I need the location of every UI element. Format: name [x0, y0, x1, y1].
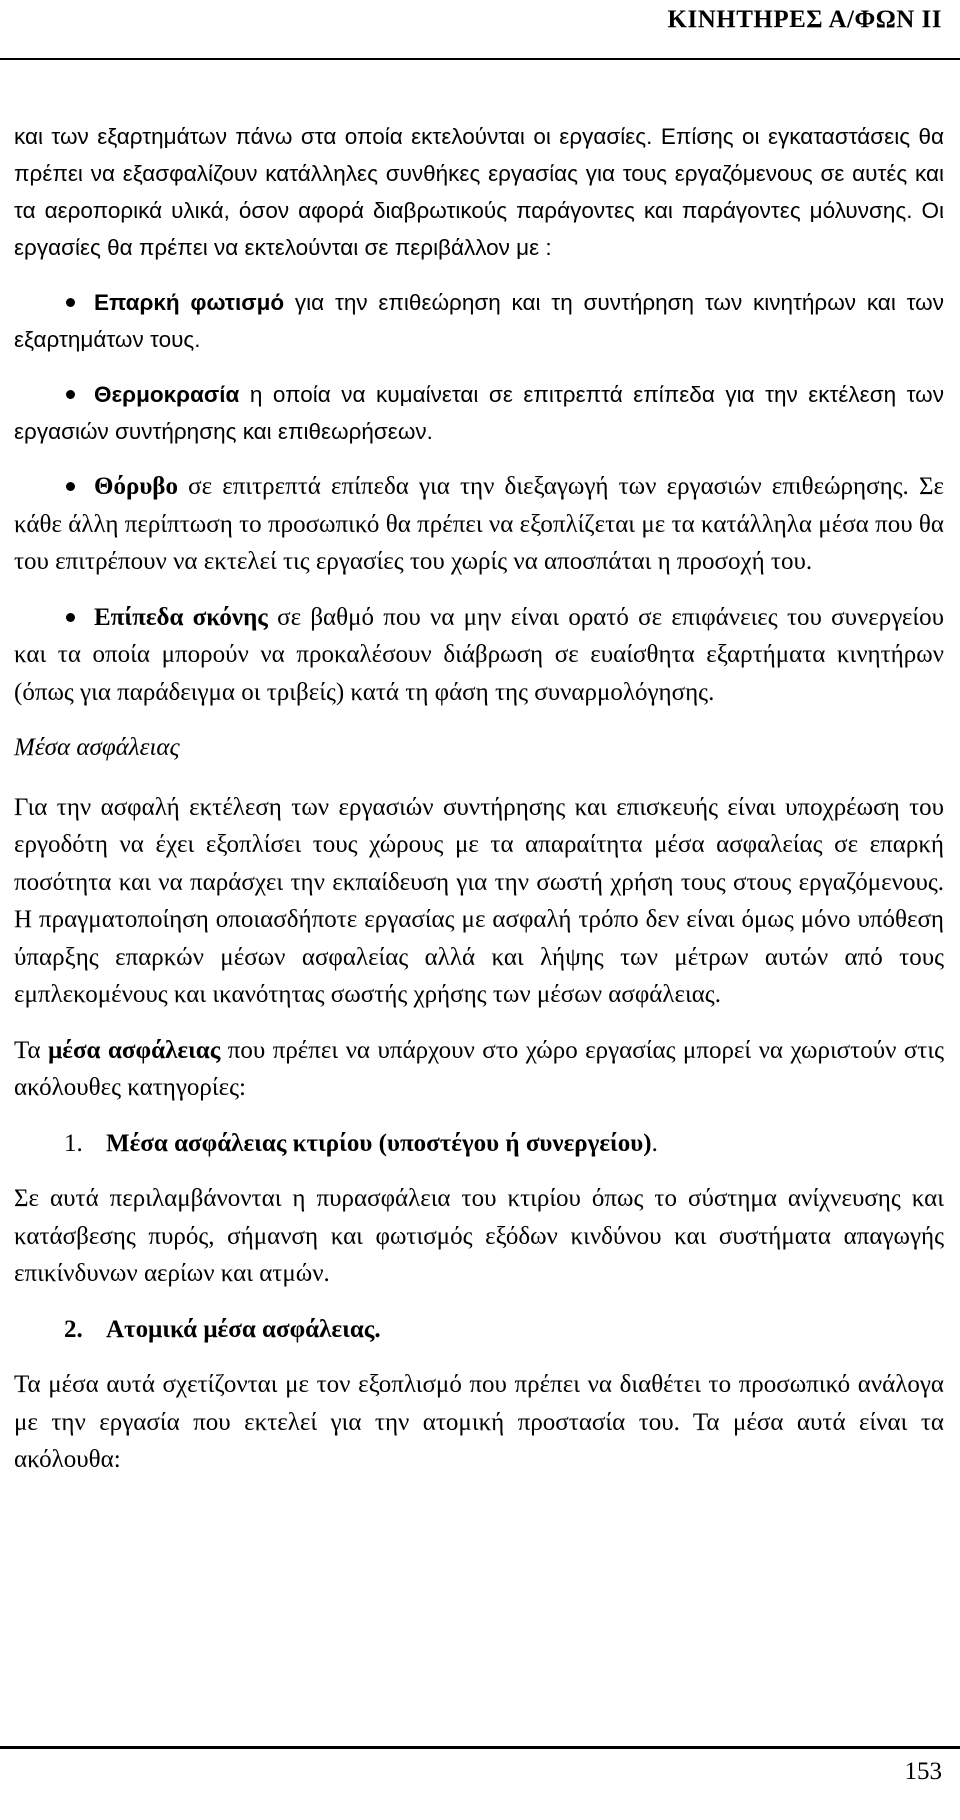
- page-content: [14, 118, 944, 1479]
- categories-term: μέσα ασφάλειας: [48, 1036, 221, 1064]
- header-title: ΚΙΝΗΤΗΡΕΣ Α/ΦΩΝ ΙΙ: [667, 6, 942, 33]
- bullet-term: Θερμοκρασία: [94, 382, 240, 407]
- item-number: 1.: [64, 1129, 83, 1157]
- bullet-text: σε βαθμό που να μην είναι ορατό σε επιφάνειες του συνεργείου και τα οποία μπορούν να προκαλέσουν διάβρωση σε ευαίσθητα εξαρτήματα κινητήρων (όπως για παράδειγμα οι τριβείς) κατά τη φάση της συναρμολόγησης.: [14, 603, 944, 706]
- bullet-item: [14, 376, 944, 450]
- categories-paragraph: Τα μέσα ασφάλειας που πρέπει να υπάρχουν στο χώρο εργασίας μπορεί να χωριστούν στις ακόλουθες κατηγορίες:: [14, 1036, 944, 1101]
- bullet-icon: [66, 613, 75, 622]
- safety-paragraph: Για την ασφαλή εκτέλεση των εργασιών συντήρησης και επισκευής είναι υποχρέωση του εργοδότη να έχει εξοπλίσει τους χώρους με τα απαραίτητα μέσα ασφαλείας σε επαρκή ποσότητα και να παράσχει την εκπαίδευση για την σωστή χρήση τους στους εργαζόμενους. Η πραγματοποίηση οποιασδήποτε εργασίας με ασφαλή τρόπο δεν είναι όμως μόνο υπόθεση ύπαρξης επαρκών μέσων ασφαλείας αλλά και λήψης των μέτρων αυτών από τους εμπλεκομένους και ικανότητας σωστής χρήσης των μέσων ασφάλειας.: [14, 793, 944, 1008]
- bullet-icon: [66, 298, 75, 307]
- bullet-text: η οποία να κυμαίνεται σε επιτρεπτά επίπεδα για την εκτέλεση των εργασιών συντήρησης και επιθεωρήσεων.: [14, 382, 944, 444]
- numbered-item: [14, 1311, 944, 1349]
- bullet-text: για την επιθεώρηση και τη συντήρηση των κινητήρων και των εξαρτημάτων τους.: [14, 290, 944, 352]
- bullet-icon: [66, 482, 75, 491]
- item-number: 2.: [64, 1315, 83, 1343]
- footer-rule: [0, 1746, 960, 1749]
- bullet-item: [14, 468, 944, 581]
- page-header: [0, 0, 960, 60]
- page-number: 153: [904, 1758, 942, 1785]
- bullet-item: [14, 284, 944, 358]
- bullet-text: σε επιτρεπτά επίπεδα για την διεξαγωγή των εργασιών επιθεώρησης. Σε κάθε άλλη περίπτωση το προσωπικό θα πρέπει να εξοπλίζεται με τα κατάλληλα μέσα που θα του επιτρέπουν να εκτελεί τις εργασίες του χωρίς να αποσπάται η προσοχή του.: [14, 473, 944, 575]
- personal-safety-paragraph: Τα μέσα αυτά σχετίζονται με τον εξοπλισμό που πρέπει να διαθέτει το προσωπικό ανάλογα με την εργασία που εκτελεί για την ατομική προστασία του. Τα μέσα αυτά είναι τα ακόλουθα:: [14, 1371, 944, 1473]
- bullet-term: Επαρκή φωτισμό: [94, 290, 285, 315]
- bullet-icon: [66, 390, 75, 399]
- bullet-term: Θόρυβο: [94, 473, 178, 500]
- numbered-item: 1. Μέσα ασφάλειας κτιρίου (υποστέγου ή συνεργείου).: [14, 1125, 944, 1163]
- section-heading: Μέσα ασφάλειας: [14, 734, 180, 761]
- intro-paragraph: και των εξαρτημάτων πάνω στα οποία εκτελούνται οι εργασίες. Επίσης οι εγκαταστάσεις θα πρέπει να εξασφαλίζουν κατάλληλες συνθήκες εργασίας για τους εργαζόμενους σε αυτές και τα αεροπορικά υλικά, όσον αφορά διαβρωτικούς παράγοντες και παράγοντες μόλυνσης. Οι εργασίες θα πρέπει να εκτελούνται σε περιβάλλον με :: [14, 124, 944, 260]
- bullet-item: [14, 599, 944, 712]
- bullet-term: Επίπεδα σκόνης: [94, 603, 268, 631]
- item-title: Μέσα ασφάλειας κτιρίου (υποστέγου ή συνεργείου): [106, 1129, 652, 1157]
- building-safety-paragraph: Σε αυτά περιλαμβάνονται η πυρασφάλεια του κτιρίου όπως το σύστημα ανίχνευσης και κατάσβεσης πυρός, σήμανση και φωτισμός εξόδων κινδύνου και συστήματα απαγωγής επικίνδυνων αερίων και ατμών.: [14, 1185, 944, 1287]
- item-title: Ατομικά μέσα ασφάλειας.: [106, 1315, 381, 1343]
